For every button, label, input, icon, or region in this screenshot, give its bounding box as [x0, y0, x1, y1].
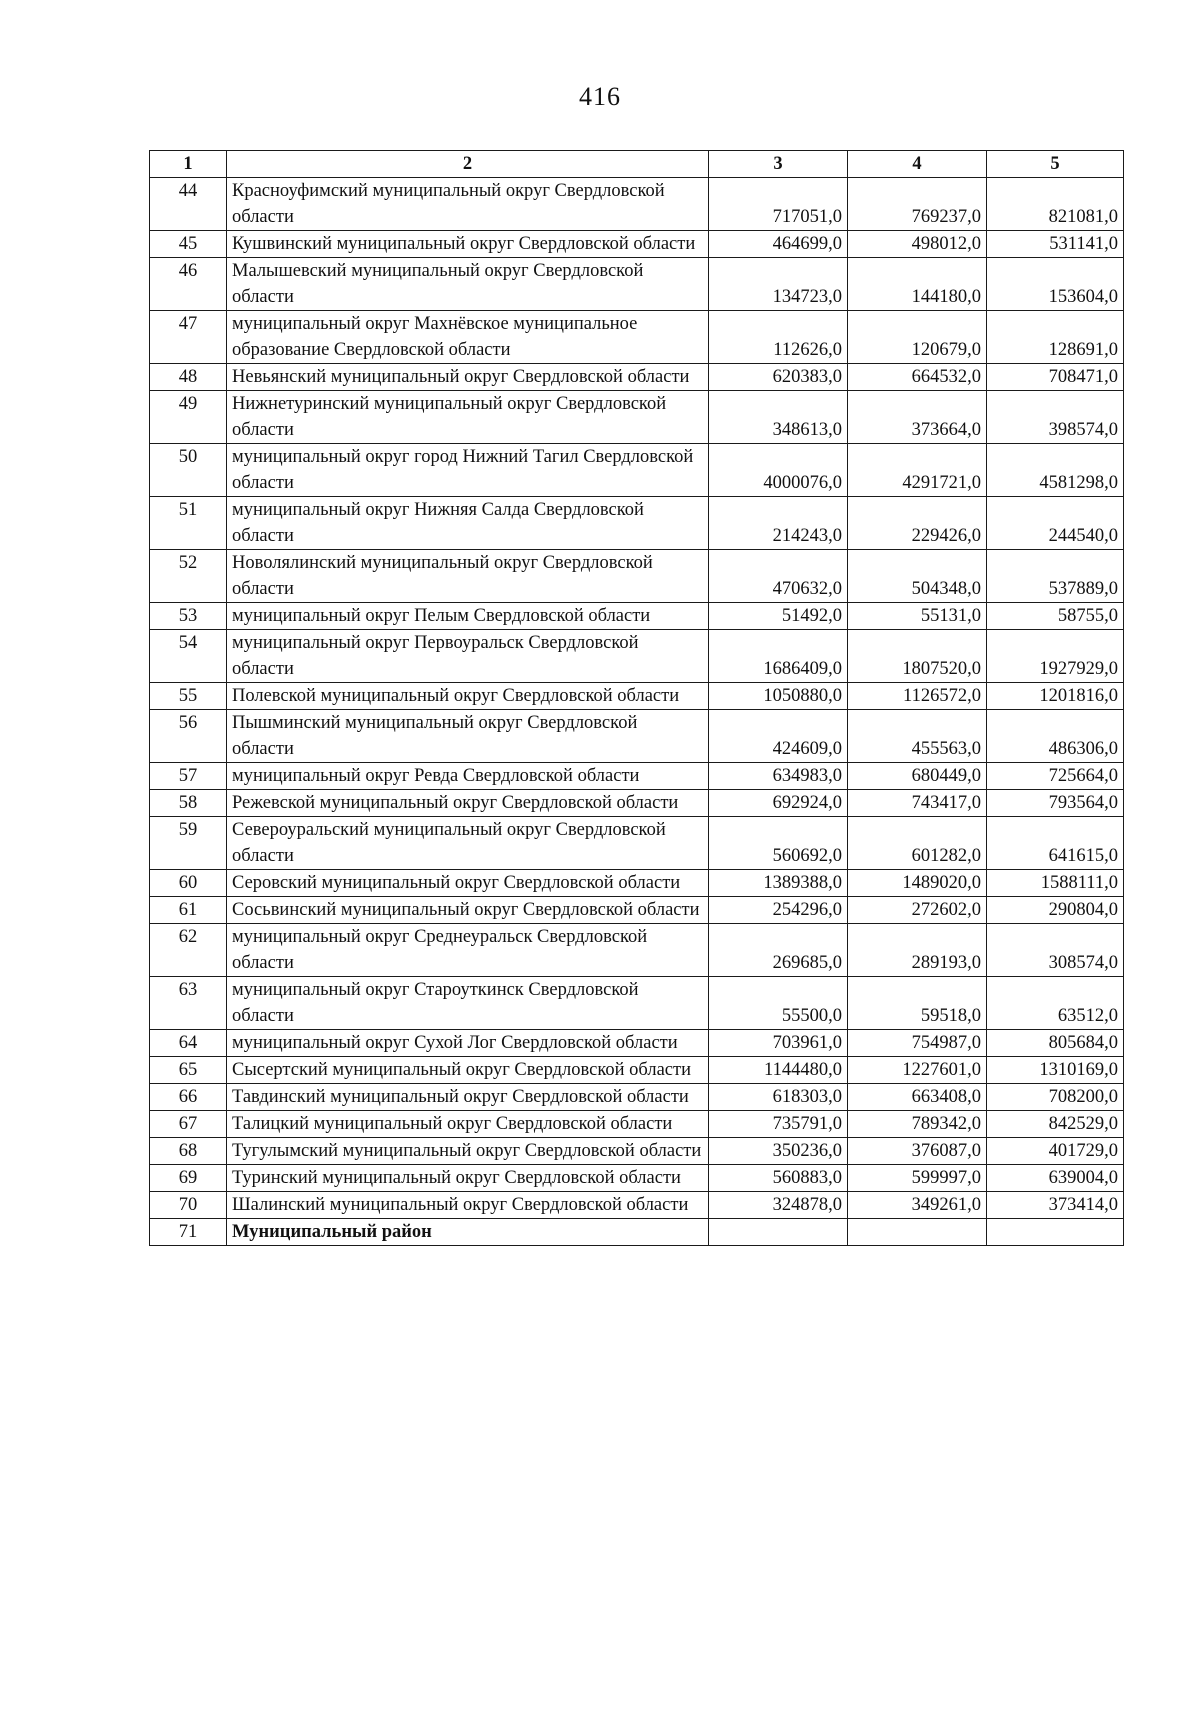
value-cell-col4: 1489020,0	[848, 870, 987, 897]
table-row	[150, 1192, 1124, 1219]
row-number-cell: 45	[150, 231, 227, 258]
row-number-cell: 57	[150, 763, 227, 790]
value-cell-col4: 373664,0	[848, 391, 987, 444]
value-cell-col4: 4291721,0	[848, 444, 987, 497]
row-number-cell: 54	[150, 630, 227, 683]
table-row	[150, 790, 1124, 817]
municipality-name-cell: муниципальный округ Староуткинск Свердловской области	[227, 977, 709, 1030]
municipality-name-cell: Новолялинский муниципальный округ Свердловской области	[227, 550, 709, 603]
row-number-cell: 44	[150, 178, 227, 231]
value-cell-col4: 120679,0	[848, 311, 987, 364]
value-cell-col5: 486306,0	[987, 710, 1124, 763]
row-number-cell: 52	[150, 550, 227, 603]
row-number-cell: 50	[150, 444, 227, 497]
row-number-cell: 64	[150, 1030, 227, 1057]
row-number-cell: 59	[150, 817, 227, 870]
municipality-name-cell: муниципальный округ Среднеуральск Свердловской области	[227, 924, 709, 977]
value-cell-col5: 290804,0	[987, 897, 1124, 924]
value-cell-col5: 805684,0	[987, 1030, 1124, 1057]
budget-table	[149, 150, 1124, 1246]
municipality-name-cell: Малышевский муниципальный округ Свердловской области	[227, 258, 709, 311]
value-cell-col5: 639004,0	[987, 1165, 1124, 1192]
row-number-cell: 60	[150, 870, 227, 897]
table-row	[150, 364, 1124, 391]
value-cell-col3: 634983,0	[709, 763, 848, 790]
municipality-name-cell: муниципальный округ Сухой Лог Свердловской области	[227, 1030, 709, 1057]
row-number-cell: 66	[150, 1084, 227, 1111]
row-number-cell: 56	[150, 710, 227, 763]
value-cell-col4: 498012,0	[848, 231, 987, 258]
row-number-cell: 58	[150, 790, 227, 817]
value-cell-col3: 350236,0	[709, 1138, 848, 1165]
value-cell-col5: 1201816,0	[987, 683, 1124, 710]
row-number-cell: 46	[150, 258, 227, 311]
value-cell-col5: 398574,0	[987, 391, 1124, 444]
value-cell-col3: 324878,0	[709, 1192, 848, 1219]
value-cell-col3: 1389388,0	[709, 870, 848, 897]
value-cell-col3: 55500,0	[709, 977, 848, 1030]
value-cell-col4: 769237,0	[848, 178, 987, 231]
table-body	[150, 178, 1124, 1246]
row-number-cell: 61	[150, 897, 227, 924]
row-number-cell: 68	[150, 1138, 227, 1165]
table-row	[150, 178, 1124, 231]
value-cell-col4: 504348,0	[848, 550, 987, 603]
value-cell-col5: 58755,0	[987, 603, 1124, 630]
value-cell-col4: 664532,0	[848, 364, 987, 391]
value-cell-col3: 134723,0	[709, 258, 848, 311]
value-cell-col4: 59518,0	[848, 977, 987, 1030]
table-row	[150, 497, 1124, 550]
value-cell-col4: 376087,0	[848, 1138, 987, 1165]
table-row	[150, 1165, 1124, 1192]
table-row	[150, 311, 1124, 364]
table-row	[150, 870, 1124, 897]
row-number-cell: 69	[150, 1165, 227, 1192]
value-cell-col4: 349261,0	[848, 1192, 987, 1219]
value-cell-col5: 244540,0	[987, 497, 1124, 550]
municipality-name-cell: муниципальный округ Махнёвское муниципальное образование Свердловской области	[227, 311, 709, 364]
table-row	[150, 924, 1124, 977]
value-cell-col4: 455563,0	[848, 710, 987, 763]
municipality-name-cell: Нижнетуринский муниципальный округ Свердловской области	[227, 391, 709, 444]
value-cell-col5	[987, 1219, 1124, 1246]
value-cell-col3: 560692,0	[709, 817, 848, 870]
value-cell-col4: 272602,0	[848, 897, 987, 924]
value-cell-col5: 63512,0	[987, 977, 1124, 1030]
value-cell-col4: 743417,0	[848, 790, 987, 817]
value-cell-col3	[709, 1219, 848, 1246]
page-number: 416	[579, 82, 621, 111]
value-cell-col4: 599997,0	[848, 1165, 987, 1192]
municipality-name-cell: муниципальный округ Нижняя Салда Свердловской области	[227, 497, 709, 550]
table-row	[150, 1084, 1124, 1111]
municipality-name-cell: муниципальный округ Первоуральск Свердловской области	[227, 630, 709, 683]
value-cell-col5: 1310169,0	[987, 1057, 1124, 1084]
municipality-name-cell: Невьянский муниципальный округ Свердловской области	[227, 364, 709, 391]
row-number-cell: 71	[150, 1219, 227, 1246]
municipality-name-cell: Сосьвинский муниципальный округ Свердловской области	[227, 897, 709, 924]
table-row	[150, 897, 1124, 924]
value-cell-col3: 470632,0	[709, 550, 848, 603]
value-cell-col4: 144180,0	[848, 258, 987, 311]
row-number-cell: 70	[150, 1192, 227, 1219]
value-cell-col5: 1927929,0	[987, 630, 1124, 683]
value-cell-col3: 735791,0	[709, 1111, 848, 1138]
row-number-cell: 53	[150, 603, 227, 630]
value-cell-col3: 214243,0	[709, 497, 848, 550]
value-cell-col3: 51492,0	[709, 603, 848, 630]
header-cell-value-5: 5	[987, 151, 1124, 178]
value-cell-col4: 1126572,0	[848, 683, 987, 710]
table-row	[150, 977, 1124, 1030]
municipality-name-cell: Туринский муниципальный округ Свердловской области	[227, 1165, 709, 1192]
municipality-name-cell: Муниципальный район	[227, 1219, 709, 1246]
table-row	[150, 1030, 1124, 1057]
municipality-name-cell: Шалинский муниципальный округ Свердловской области	[227, 1192, 709, 1219]
value-cell-col5: 153604,0	[987, 258, 1124, 311]
table-row	[150, 630, 1124, 683]
table-row	[150, 1138, 1124, 1165]
municipality-name-cell: Североуральский муниципальный округ Свердловской области	[227, 817, 709, 870]
row-number-cell: 65	[150, 1057, 227, 1084]
municipality-name-cell: муниципальный округ Ревда Свердловской области	[227, 763, 709, 790]
value-cell-col3: 717051,0	[709, 178, 848, 231]
table-row	[150, 817, 1124, 870]
value-cell-col5: 708200,0	[987, 1084, 1124, 1111]
municipality-name-cell: Режевской муниципальный округ Свердловской области	[227, 790, 709, 817]
value-cell-col3: 269685,0	[709, 924, 848, 977]
value-cell-col5: 641615,0	[987, 817, 1124, 870]
table-row	[150, 763, 1124, 790]
value-cell-col5: 4581298,0	[987, 444, 1124, 497]
value-cell-col4: 754987,0	[848, 1030, 987, 1057]
value-cell-col4: 1807520,0	[848, 630, 987, 683]
value-cell-col4: 1227601,0	[848, 1057, 987, 1084]
value-cell-col3: 4000076,0	[709, 444, 848, 497]
table-row	[150, 444, 1124, 497]
value-cell-col3: 424609,0	[709, 710, 848, 763]
header-cell-number: 1	[150, 151, 227, 178]
row-number-cell: 47	[150, 311, 227, 364]
municipality-name-cell: Красноуфимский муниципальный округ Свердловской области	[227, 178, 709, 231]
value-cell-col5: 373414,0	[987, 1192, 1124, 1219]
table-row	[150, 550, 1124, 603]
value-cell-col5: 1588111,0	[987, 870, 1124, 897]
value-cell-col5: 793564,0	[987, 790, 1124, 817]
value-cell-col5: 842529,0	[987, 1111, 1124, 1138]
municipality-name-cell: Сысертский муниципальный округ Свердловской области	[227, 1057, 709, 1084]
value-cell-col3: 254296,0	[709, 897, 848, 924]
row-number-cell: 51	[150, 497, 227, 550]
value-cell-col5: 308574,0	[987, 924, 1124, 977]
table-row	[150, 258, 1124, 311]
value-cell-col5: 725664,0	[987, 763, 1124, 790]
value-cell-col4: 663408,0	[848, 1084, 987, 1111]
header-cell-name: 2	[227, 151, 709, 178]
value-cell-col5: 708471,0	[987, 364, 1124, 391]
table-row	[150, 391, 1124, 444]
value-cell-col4: 680449,0	[848, 763, 987, 790]
table-row	[150, 603, 1124, 630]
value-cell-col4: 601282,0	[848, 817, 987, 870]
value-cell-col5: 821081,0	[987, 178, 1124, 231]
value-cell-col5: 537889,0	[987, 550, 1124, 603]
value-cell-col4: 289193,0	[848, 924, 987, 977]
table-row	[150, 1219, 1124, 1246]
header-cell-value-3: 3	[709, 151, 848, 178]
row-number-cell: 49	[150, 391, 227, 444]
value-cell-col3: 1686409,0	[709, 630, 848, 683]
value-cell-col5: 531141,0	[987, 231, 1124, 258]
header-cell-value-4: 4	[848, 151, 987, 178]
municipality-name-cell: Кушвинский муниципальный округ Свердловской области	[227, 231, 709, 258]
value-cell-col3: 112626,0	[709, 311, 848, 364]
value-cell-col3: 703961,0	[709, 1030, 848, 1057]
value-cell-col4: 55131,0	[848, 603, 987, 630]
municipality-name-cell: Полевской муниципальный округ Свердловской области	[227, 683, 709, 710]
value-cell-col4	[848, 1219, 987, 1246]
row-number-cell: 48	[150, 364, 227, 391]
municipality-name-cell: муниципальный округ город Нижний Тагил Свердловской области	[227, 444, 709, 497]
value-cell-col3: 618303,0	[709, 1084, 848, 1111]
table-row	[150, 683, 1124, 710]
table-row	[150, 231, 1124, 258]
value-cell-col4: 789342,0	[848, 1111, 987, 1138]
row-number-cell: 67	[150, 1111, 227, 1138]
value-cell-col3: 620383,0	[709, 364, 848, 391]
municipality-name-cell: Тавдинский муниципальный округ Свердловской области	[227, 1084, 709, 1111]
value-cell-col4: 229426,0	[848, 497, 987, 550]
value-cell-col3: 1050880,0	[709, 683, 848, 710]
row-number-cell: 63	[150, 977, 227, 1030]
municipality-name-cell: Талицкий муниципальный округ Свердловской области	[227, 1111, 709, 1138]
municipality-name-cell: Тугулымский муниципальный округ Свердловской области	[227, 1138, 709, 1165]
table-row	[150, 1057, 1124, 1084]
value-cell-col5: 401729,0	[987, 1138, 1124, 1165]
municipality-name-cell: Серовский муниципальный округ Свердловской области	[227, 870, 709, 897]
table-header-row	[150, 151, 1124, 178]
value-cell-col3: 348613,0	[709, 391, 848, 444]
table-row	[150, 710, 1124, 763]
value-cell-col3: 1144480,0	[709, 1057, 848, 1084]
municipality-name-cell: муниципальный округ Пелым Свердловской области	[227, 603, 709, 630]
row-number-cell: 55	[150, 683, 227, 710]
value-cell-col3: 692924,0	[709, 790, 848, 817]
value-cell-col3: 560883,0	[709, 1165, 848, 1192]
table-row	[150, 1111, 1124, 1138]
value-cell-col5: 128691,0	[987, 311, 1124, 364]
row-number-cell: 62	[150, 924, 227, 977]
value-cell-col3: 464699,0	[709, 231, 848, 258]
municipality-name-cell: Пышминский муниципальный округ Свердловской области	[227, 710, 709, 763]
